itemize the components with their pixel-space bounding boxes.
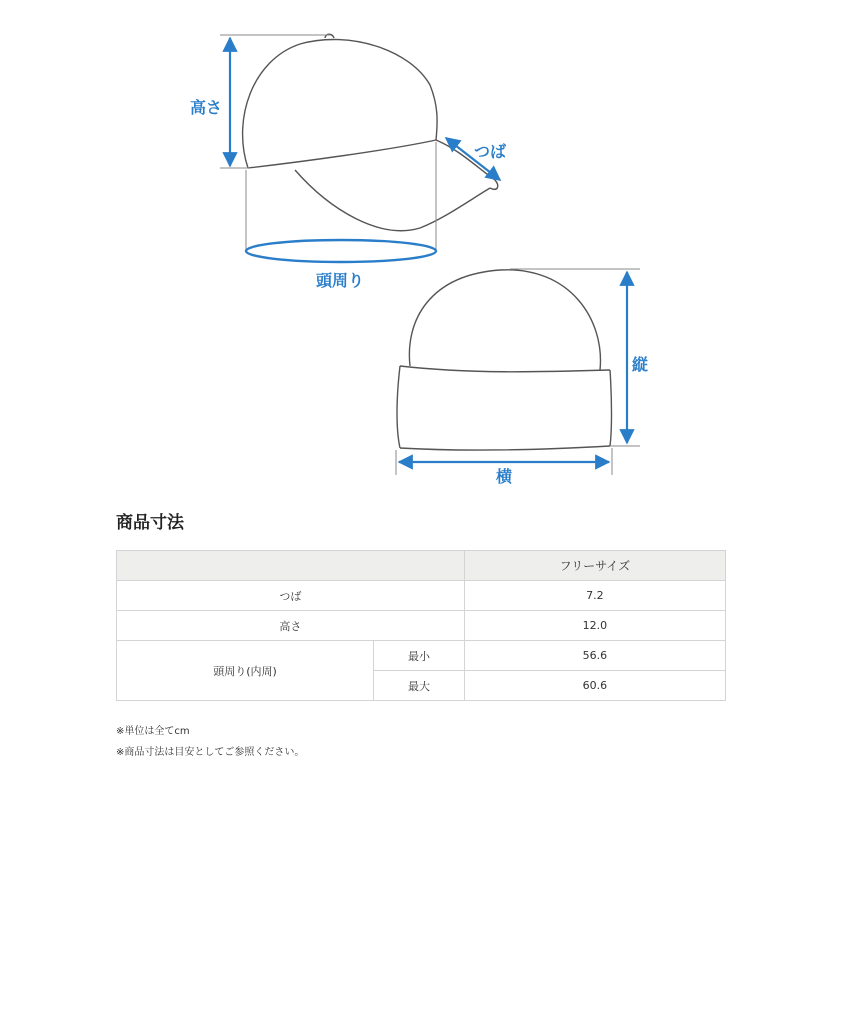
beanie-measure-arrows xyxy=(399,272,627,462)
header-size-cell: フリーサイズ xyxy=(464,551,725,581)
row-height-value: 12.0 xyxy=(464,611,725,641)
cap-brim-label: つば xyxy=(474,142,507,161)
size-table xyxy=(116,550,726,701)
row-brim-label: つば xyxy=(117,581,465,611)
row-head-min-value: 56.6 xyxy=(464,641,725,671)
hat-measurement-diagram xyxy=(0,0,843,500)
cap-head-label: 頭周り xyxy=(316,271,365,290)
beanie-vertical-label: 縦 xyxy=(632,355,649,374)
row-head-max-value: 60.6 xyxy=(464,671,725,701)
row-height-label: 高さ xyxy=(117,611,465,641)
table-row xyxy=(117,581,726,611)
table-row xyxy=(117,641,726,671)
row-head-label: 頭周り(内周) xyxy=(117,641,374,701)
row-head-min-label: 最小 xyxy=(374,641,465,671)
section-title: 商品寸法 xyxy=(116,513,184,533)
cap-illustration xyxy=(220,34,498,250)
beanie-illustration xyxy=(396,269,640,475)
row-head-max-label: 最大 xyxy=(374,671,465,701)
table-row xyxy=(117,611,726,641)
cap-measure-arrows xyxy=(230,38,500,262)
table-header-row xyxy=(117,551,726,581)
note-reference: ※商品寸法は目安としてご参照ください。 xyxy=(116,747,305,758)
notes xyxy=(116,721,304,763)
cap-height-label: 高さ xyxy=(190,98,223,117)
note-unit: ※単位は全てcm xyxy=(116,726,190,737)
beanie-horizontal-label: 横 xyxy=(496,467,513,486)
row-brim-value: 7.2 xyxy=(464,581,725,611)
header-empty-cell xyxy=(117,551,465,581)
